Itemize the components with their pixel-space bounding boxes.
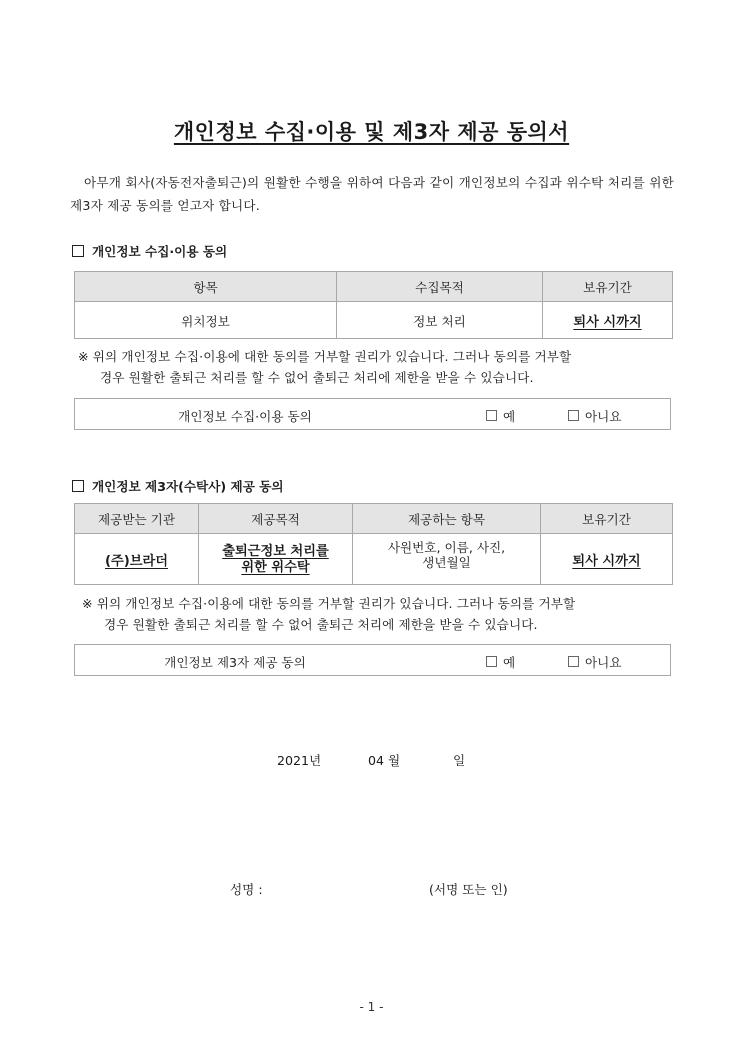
col-header-purpose: 제공목적 [199, 504, 353, 534]
cell-recipient: (주)브라더 [75, 534, 199, 585]
date-day: 일 [453, 753, 466, 768]
table-row [75, 534, 673, 585]
col-header-recipient: 제공받는 기관 [75, 504, 199, 534]
checkbox-icon[interactable] [486, 656, 497, 667]
checkbox-icon[interactable] [568, 656, 579, 667]
consent-label: 개인정보 제3자 제공 동의 [164, 655, 306, 670]
section1-heading: 개인정보 수집·이용 동의 [72, 241, 227, 260]
section1-refusal-note: ※ 위의 개인정보 수집·이용에 대한 동의를 거부할 권리가 있습니다. 그러나 동의를 거부할 경우 원활한 출퇴근 처리를 할 수 없어 출퇴근 처리에 제한을 받을 수 있습니다. [78, 349, 572, 385]
col-header-retention: 보유기간 [543, 272, 673, 302]
signature-field[interactable] [271, 879, 421, 897]
date-month: 04 월 [368, 753, 401, 768]
consent-yes-option[interactable]: 예 [486, 406, 515, 425]
consent-no-option[interactable]: 아니요 [568, 406, 622, 425]
cell-retention: 퇴사 시까지 [541, 534, 673, 585]
cell-purpose: 정보 처리 [337, 302, 543, 339]
signature-hint: (서명 또는 인) [429, 882, 508, 897]
page-number: - 1 - [359, 1000, 384, 1014]
col-header-retention: 보유기간 [541, 504, 673, 534]
col-header-items: 제공하는 항목 [353, 504, 541, 534]
section2-consent-box [74, 644, 671, 676]
cell-retention: 퇴사 시까지 [543, 302, 673, 339]
intro-paragraph: 아무개 회사(자동전자출퇴근)의 원활한 수행을 위하여 다음과 같이 개인정보의 수집과 위수탁 처리를 위한 제3자 제공 동의를 얻고자 합니다. [70, 175, 674, 213]
date-year: 2021년 [277, 753, 322, 768]
signature-label: 성명 : [230, 882, 263, 897]
section2-heading: 개인정보 제3자(수탁사) 제공 동의 [72, 476, 284, 495]
checkbox-icon[interactable] [568, 410, 579, 421]
consent-label: 개인정보 수집·이용 동의 [178, 409, 312, 424]
square-bullet-icon [72, 245, 84, 257]
document-title: 개인정보 수집·이용 및 제3자 제공 동의서 [173, 120, 570, 144]
square-bullet-icon [72, 480, 84, 492]
checkbox-icon[interactable] [486, 410, 497, 421]
col-header-item: 항목 [75, 272, 337, 302]
consent-yes-option[interactable]: 예 [486, 652, 515, 671]
consent-no-option[interactable]: 아니요 [568, 652, 622, 671]
col-header-purpose: 수집목적 [337, 272, 543, 302]
section2-refusal-note: ※ 위의 개인정보 수집·이용에 대한 동의를 거부할 권리가 있습니다. 그러나 동의를 거부할 경우 원활한 출퇴근 처리를 할 수 없어 출퇴근 처리에 제한을 받을 수 있습니다. [82, 596, 576, 632]
cell-purpose: 출퇴근정보 처리를 위한 위수탁 [199, 534, 353, 585]
section1-consent-box [74, 398, 671, 430]
third-party-table [74, 503, 673, 585]
table-row [75, 302, 673, 339]
cell-items: 사원번호, 이름, 사진, 생년월일 [353, 534, 541, 585]
collection-table [74, 271, 673, 339]
cell-item: 위치정보 [75, 302, 337, 339]
